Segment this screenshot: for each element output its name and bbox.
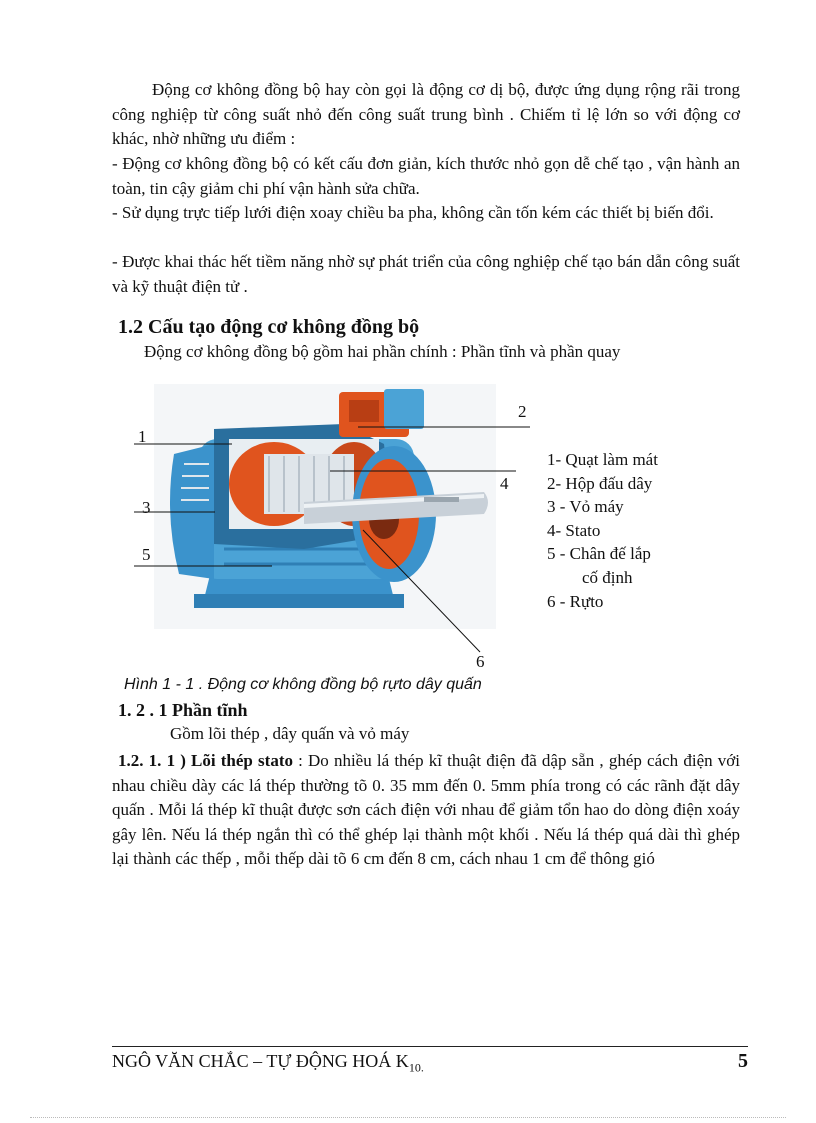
- section-title-1-2-1: 1. 2 . 1 Phần tĩnh: [118, 700, 248, 720]
- legend-item-stator: 4- Stato: [547, 520, 601, 540]
- footer-author-subscript: 10.: [408, 1060, 424, 1075]
- section-1-2-subtitle: Động cơ không đồng bộ gồm hai phần chính : Phần tĩnh và phần quay: [144, 342, 621, 361]
- callout-4: 4: [500, 474, 509, 493]
- advantage-bullet-3: - Được khai thác hết tiềm năng nhờ sự phát triển của công nghiệp chế tạo bán dẫn công suất và kỹ thuật điện tử .: [112, 252, 740, 296]
- callout-3: 3: [142, 498, 151, 517]
- legend-item-fan: 1- Quạt làm mát: [547, 450, 658, 469]
- intro-paragraph: Động cơ không đồng bộ hay còn gọi là động cơ dị bộ, được ứng dụng rộng rãi trong công nghiệp từ công suất nhỏ đến công suất trung bình . Chiếm tỉ lệ lớn so với động cơ khác, nhờ những ưu điểm :: [112, 80, 740, 148]
- page-number: 5: [738, 1050, 748, 1072]
- stator-core-paragraph: [112, 749, 740, 872]
- advantage-bullet-2: - Sử dụng trực tiếp lưới điện xoay chiều ba pha, không cần tốn kém các thiết bị biến đổi.: [112, 203, 714, 222]
- advantage-bullet-1: - Động cơ không đồng bộ có kết cấu đơn giản, kích thước nhỏ gọn dễ chế tạo , vận hành an toàn, tin cậy giảm chi phí vận hành sửa chữa.: [112, 154, 740, 198]
- callout-6: 6: [476, 652, 485, 671]
- motor-cutaway-image: [154, 384, 496, 629]
- legend-item-base-cont: cố định: [582, 567, 633, 587]
- callout-1: 1: [138, 427, 147, 446]
- stator-core-text: : Do nhiều lá thép kĩ thuật điện đã dập sẵn , ghép cách điện với nhau chiều dày các lá thép thường tõ 0. 35 mm đến 0. 5mm phía trong có các rãnh đặt dây quấn . Mỗi lá thép kĩ thuật được sơn cách điện với nhau để giảm tổn hao do dòng điện xoáy gây lên. Nếu lá thép ngắn thì có thể ghép lại thành một khối . Nếu lá thép quá dài thì ghép lại thành các thếp , mỗi thếp dài tõ 6 cm đến 8 cm, cách nhau 1 cm để thông gió: [112, 751, 740, 868]
- footer-divider: [112, 1046, 748, 1047]
- section-title-1-2: 1.2 Cấu tạo động cơ không đồng bộ: [118, 316, 420, 338]
- figure-caption: Hình 1 - 1 . Động cơ không đồng bộ rựto dây quấn: [124, 676, 482, 693]
- figure-legend: [547, 448, 658, 613]
- callout-5: 5: [142, 545, 151, 564]
- legend-item-rotor: 6 - Rựto: [547, 591, 604, 611]
- footer-author-text: NGÔ VĂN CHẮC – TỰ ĐỘNG HOÁ K: [112, 1051, 409, 1071]
- footer-author: [112, 1051, 424, 1076]
- page-bottom-border: [30, 1117, 786, 1118]
- callout-2: 2: [518, 402, 527, 421]
- legend-item-housing: 3 - Vỏ máy: [547, 497, 624, 517]
- section-1-2-1-text: Gồm lõi thép , dây quấn và vỏ máy: [170, 724, 410, 743]
- stator-core-heading: 1.2. 1. 1 ) Lõi thép stato: [118, 751, 293, 770]
- legend-item-terminal-box: 2- Hộp đấu dây: [547, 473, 653, 493]
- legend-item-base: 5 - Chân đế lắp: [547, 544, 651, 564]
